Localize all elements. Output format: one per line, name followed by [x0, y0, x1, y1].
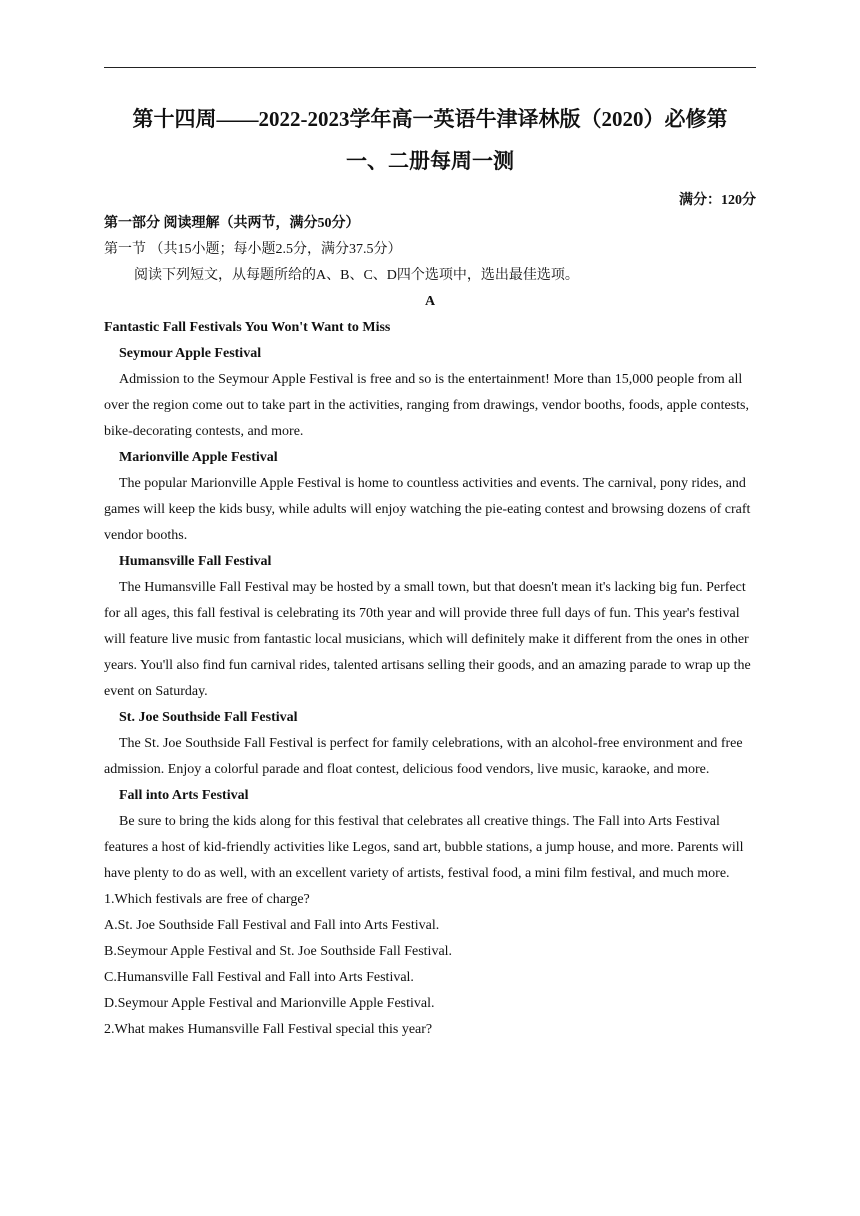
question-1-option-b: B.Seymour Apple Festival and St. Joe Southside Fall Festival.	[104, 944, 453, 959]
section-heading: 第一节 （共15小题；每小题2.5分，满分37.5分）	[104, 242, 402, 257]
full-score: 满分：120分	[679, 193, 756, 208]
question-1-option-d: D.Seymour Apple Festival and Marionville Apple Festival.	[104, 996, 435, 1011]
festival-paragraph: The popular Marionville Apple Festival is home to countless activities and events. The carnival, pony rides, and games will keep the kids busy, while adults will enjoy watching the pie-eating contest and browsing dozens of craft vendor booths.	[104, 476, 751, 543]
passage-title: Fantastic Fall Festivals You Won't Want to Miss	[104, 320, 391, 335]
festival-heading: St. Joe Southside Fall Festival	[119, 710, 298, 725]
question-2: 2.What makes Humansville Fall Festival special this year?	[104, 1022, 433, 1037]
festival-paragraph: The St. Joe Southside Fall Festival is perfect for family celebrations, with an alcohol-free environment and free admission. Enjoy a colorful parade and float contest, delicious food vendors, live music, karaoke, and more.	[104, 736, 743, 777]
passage-label: A	[424, 294, 436, 309]
document-title-line-2: 一、二册每周一测	[346, 149, 514, 173]
document-title-line-1: 第十四周——2022-2023学年高一英语牛津译林版（2020）必修第	[132, 107, 728, 131]
festival-heading: Humansville Fall Festival	[119, 554, 272, 569]
header-rule	[104, 67, 756, 68]
festival-heading: Marionville Apple Festival	[119, 450, 278, 465]
part-heading: 第一部分 阅读理解（共两节，满分50分）	[104, 216, 360, 231]
festival-heading: Seymour Apple Festival	[119, 346, 262, 361]
question-1-option-c: C.Humansville Fall Festival and Fall into Arts Festival.	[104, 970, 414, 985]
festival-paragraph: Admission to the Seymour Apple Festival is free and so is the entertainment! More than 15,000 people from all over the region come out to take part in the activities, ranging from drawings, vendor booths, foods, apple contests, bike-decorating contests, and more.	[104, 372, 750, 439]
question-1: 1.Which festivals are free of charge?	[104, 892, 310, 907]
festival-heading: Fall into Arts Festival	[119, 788, 249, 803]
instruction-text: 阅读下列短文，从每题所给的A、B、C、D四个选项中，选出最佳选项。	[134, 268, 579, 283]
question-1-option-a: A.St. Joe Southside Fall Festival and Fall into Arts Festival.	[104, 918, 440, 933]
festival-paragraph: Be sure to bring the kids along for this festival that celebrates all creative things. The Fall into Arts Festival features a host of kid-friendly activities like Legos, sand art, bubble stations, a jump house, and more. Parents will have plenty to do as well, with an excellent variety of artists, festival food, a mini film festival, and much more.	[104, 814, 744, 881]
document-body	[104, 211, 756, 1043]
festival-paragraph: The Humansville Fall Festival may be hosted by a small town, but that doesn't mean it's lacking big fun. Perfect for all ages, this fall festival is celebrating its 70th year and will provide three full days of fun. This year's festival will feature live music from fantastic local musicians, which will definitely make it different from the ones in other years. You'll also find fun carnival rides, talented artisans selling their goods, and an amazing parade to wrap up the event on Saturday.	[104, 580, 751, 699]
